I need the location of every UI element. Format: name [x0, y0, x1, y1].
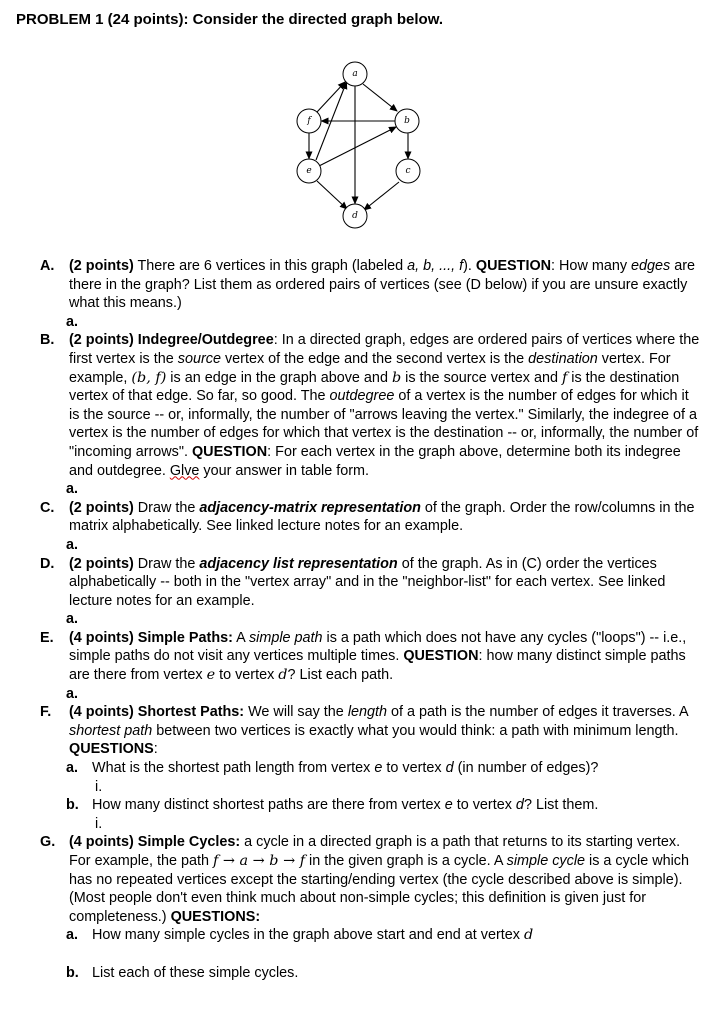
answer-label: a. — [66, 685, 79, 702]
edge-c-d — [364, 182, 399, 210]
problem-f — [40, 703, 700, 759]
question-label: b. — [66, 797, 79, 814]
problem-d-letter: D. — [40, 555, 55, 572]
answer-label: a. — [66, 611, 79, 628]
problem-d-answer — [66, 610, 700, 629]
problem-f-question-b: b. How many distinct shortest paths are there from vertex e to vertex d? List them. — [66, 797, 599, 814]
answer-label: a. — [66, 481, 79, 498]
edge-e-b — [319, 127, 396, 166]
vertex-label-b: b — [404, 116, 410, 126]
problem-b-heading: (2 points) Indegree/Outdegree — [69, 332, 274, 349]
problem-g — [40, 833, 700, 926]
vertex-label-f: f — [307, 116, 311, 126]
problem-g-question-b: b. List each of these simple cycles. — [66, 964, 299, 981]
problem-c-letter: C. — [40, 499, 55, 516]
problem-e-letter: E. — [40, 629, 54, 646]
problem-title: PROBLEM 1 (24 points): Consider the directed graph below. — [16, 11, 443, 28]
problem-c — [40, 499, 700, 536]
problem-b-answer — [66, 480, 700, 499]
answer-label: a. — [66, 313, 79, 330]
edge-e-d — [317, 181, 347, 209]
problem-e-heading: (4 points) Simple Paths: — [69, 629, 233, 646]
problem-list — [40, 257, 700, 982]
problem-e-answer — [66, 685, 700, 704]
question-label: b. — [66, 964, 79, 981]
problem-f-answer-b — [95, 815, 700, 834]
problem-a-heading: (2 points) — [69, 258, 134, 274]
problem-e-text: (4 points) Simple Paths: A simple path is a path which does not have any cycles ("loops") -- i.e., simple paths do not visit any vertices multiple times. QUESTION: how many distinct simple paths are there from vertex e to vertex d? List each path. — [69, 629, 687, 684]
misspelled-word: Glve — [169, 462, 200, 479]
problem-f-answer-a — [95, 778, 700, 797]
problem-b — [40, 331, 700, 480]
problem-f-letter: F. — [40, 704, 52, 721]
question-label: a. — [66, 760, 79, 777]
edge-a-b — [363, 84, 397, 111]
vertex-label-a: a — [352, 69, 358, 79]
problem-b-text: (2 points) Indegree/Outdegree: In a directed graph, edges are ordered pairs of vertices where the first vertex is the source vertex of the edge and the second vertex is the destination vertex. For example, (b, f) is an edge in the graph above and b is the source vertex and f is the destination vertex of that edge. So far, so good. The outdegree of a vertex is the number of edges for which it is the source -- or, informally, the number of "arrows leaving the vertex." Similarly, the indegree of a vertex is the number of edges for which that vertex is the destination -- or, informally, the number of "incoming arrows". QUESTION: For each vertex in the graph above, determine both its indegree and outdegree. Glve your answer in table form. — [69, 332, 700, 479]
problem-d-text: (2 points) Draw the adjacency list representation of the graph. As in (C) order the vertices alphabetically -- both in the "vertex array" and in the "neighbor-list" for each vertex. See linked lecture notes for an example. — [69, 555, 666, 609]
answer-label: i. — [95, 815, 103, 832]
problem-c-answer — [66, 536, 700, 555]
problem-b-letter: B. — [40, 332, 55, 349]
question-label: a. — [66, 927, 79, 944]
problem-f-text: (4 points) Shortest Paths: We will say the length of a path is the number of edges it traverses. A shortest path between two vertices is exactly what you would think: a path with minimum length. QUESTIONS: — [69, 704, 688, 758]
problem-a-letter: A. — [40, 258, 55, 274]
problem-g-question-a: a. How many simple cycles in the graph above start and end at vertex d — [66, 927, 534, 944]
problem-g-text: (4 points) Simple Cycles: a cycle in a directed graph is a path that returns to its starting vertex. For example, the path f → a → b → f in the given graph is a cycle. A simple cycle is a cycle which has no repeated vertices except the starting/ending vertex (the cycle described above is simple). (Most people don't even think much about non-simple cycles; this definition is given just for completeness.) QUESTIONS: — [69, 834, 689, 925]
problem-g-letter: G. — [40, 834, 56, 851]
problem-c-text: (2 points) Draw the adjacency-matrix representation of the graph. Order the row/columns in the matrix alphabetically. See linked lecture notes for an example. — [69, 499, 695, 535]
answer-label: a. — [66, 536, 79, 553]
vertex-label-c: c — [405, 166, 411, 176]
vertex-label-e: e — [306, 166, 312, 176]
problem-f-question-a: a. What is the shortest path length from vertex e to vertex d (in number of edges)? — [66, 760, 599, 777]
directed-graph-figure — [283, 55, 433, 240]
problem-a-text: (2 points) There are 6 vertices in this graph (labeled a, b, ..., f). QUESTION: How many edges are there in the graph? List them as ordered pairs of vertices (see (D below) if you are unsure exactly what this means.) — [69, 258, 696, 312]
problem-d — [40, 555, 700, 611]
problem-g-heading: (4 points) Simple Cycles: — [69, 834, 241, 851]
problem-e — [40, 629, 700, 685]
problem-d-heading: (2 points) — [69, 555, 134, 572]
problem-c-heading: (2 points) — [69, 499, 134, 516]
answer-label: i. — [95, 778, 103, 795]
problem-f-heading: (4 points) Shortest Paths: — [69, 704, 245, 721]
problem-a-answer — [66, 313, 700, 332]
vertex-label-d: d — [352, 211, 358, 221]
problem-a — [40, 257, 700, 313]
